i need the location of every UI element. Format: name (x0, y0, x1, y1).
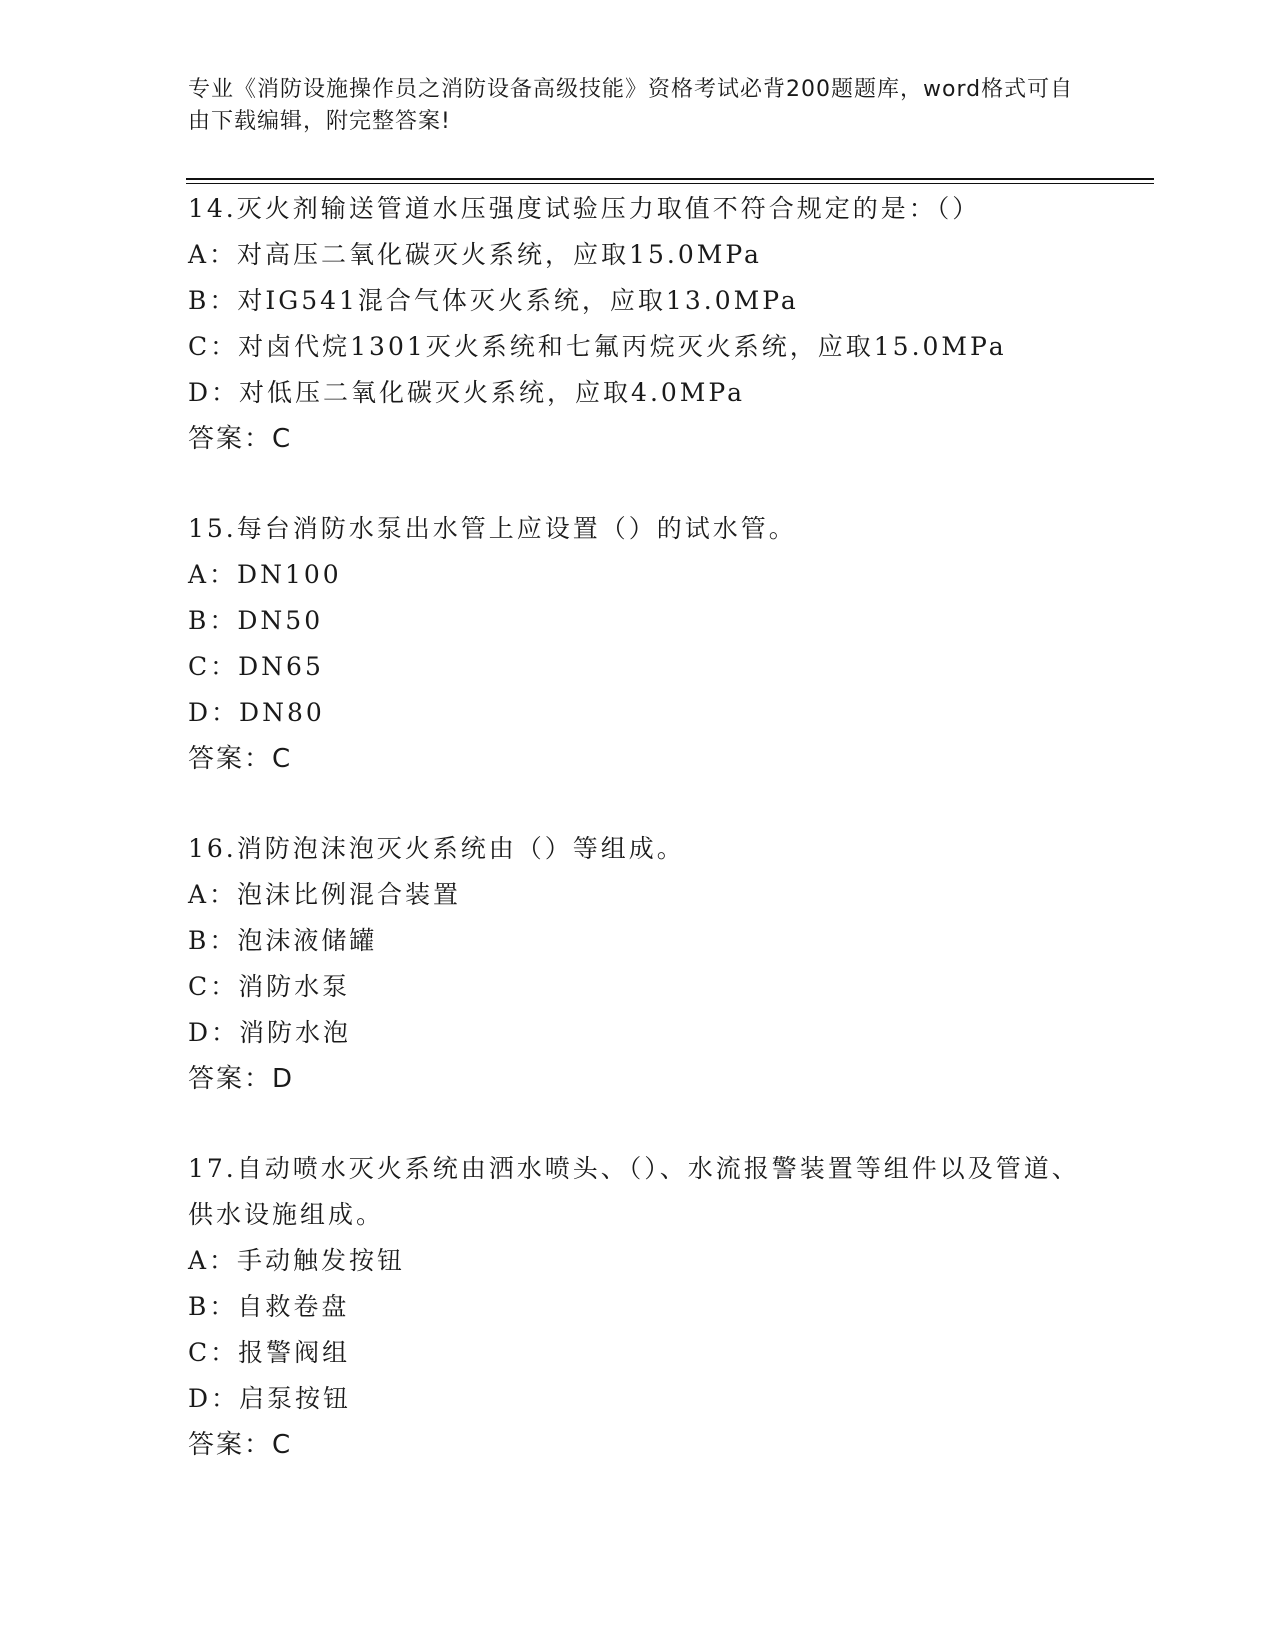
header-divider-thin (186, 183, 1154, 184)
answer-line: 答案：C (188, 744, 293, 774)
option-c: C：对卤代烷1301灭火系统和七氟丙烷灭火系统，应取15.0MPa (188, 332, 1007, 361)
option-d: D：消防水泡 (188, 1018, 352, 1047)
question-stem: 15.每台消防水泵出水管上应设置（）的试水管。 (188, 514, 797, 543)
option-a: A：DN100 (188, 560, 342, 589)
option-b: B：泡沫液储罐 (188, 926, 378, 955)
option-d: D：DN80 (188, 698, 325, 727)
answer-line: 答案：D (188, 1064, 295, 1094)
question-block (188, 826, 1088, 1102)
answer-line: 答案：C (188, 424, 293, 454)
question-stem: 17.自动喷水灭火系统由洒水喷头、（）、水流报警装置等组件以及管道、供水设施组成。 (188, 1154, 1080, 1229)
question-block (188, 186, 1088, 462)
question-stem: 14.灭火剂输送管道水压强度试验压力取值不符合规定的是：（） (188, 194, 981, 223)
option-b: B：自救卷盘 (188, 1292, 350, 1321)
question-stem: 16.消防泡沫泡灭火系统由（）等组成。 (188, 834, 685, 863)
header-divider-thick (186, 178, 1154, 180)
option-b: B：对IG541混合气体灭火系统，应取13.0MPa (188, 286, 799, 315)
option-a: A：泡沫比例混合装置 (188, 880, 462, 909)
option-d: D：对低压二氧化碳灭火系统，应取4.0MPa (188, 378, 746, 407)
question-block (188, 506, 1088, 782)
question-list (188, 186, 1088, 1512)
answer-line: 答案：C (188, 1430, 293, 1460)
option-d: D：启泵按钮 (188, 1384, 352, 1413)
option-c: C：DN65 (188, 652, 324, 681)
option-c: C：消防水泵 (188, 972, 351, 1001)
document-header: 专业《消防设施操作员之消防设备高级技能》资格考试必背200题题库，word格式可自由下载编辑，附完整答案! (188, 77, 1074, 134)
option-a: A：手动触发按钮 (188, 1246, 406, 1275)
option-a: A：对高压二氧化碳灭火系统，应取15.0MPa (188, 240, 762, 269)
option-c: C：报警阀组 (188, 1338, 351, 1367)
question-block (188, 1146, 1088, 1468)
option-b: B：DN50 (188, 606, 324, 635)
